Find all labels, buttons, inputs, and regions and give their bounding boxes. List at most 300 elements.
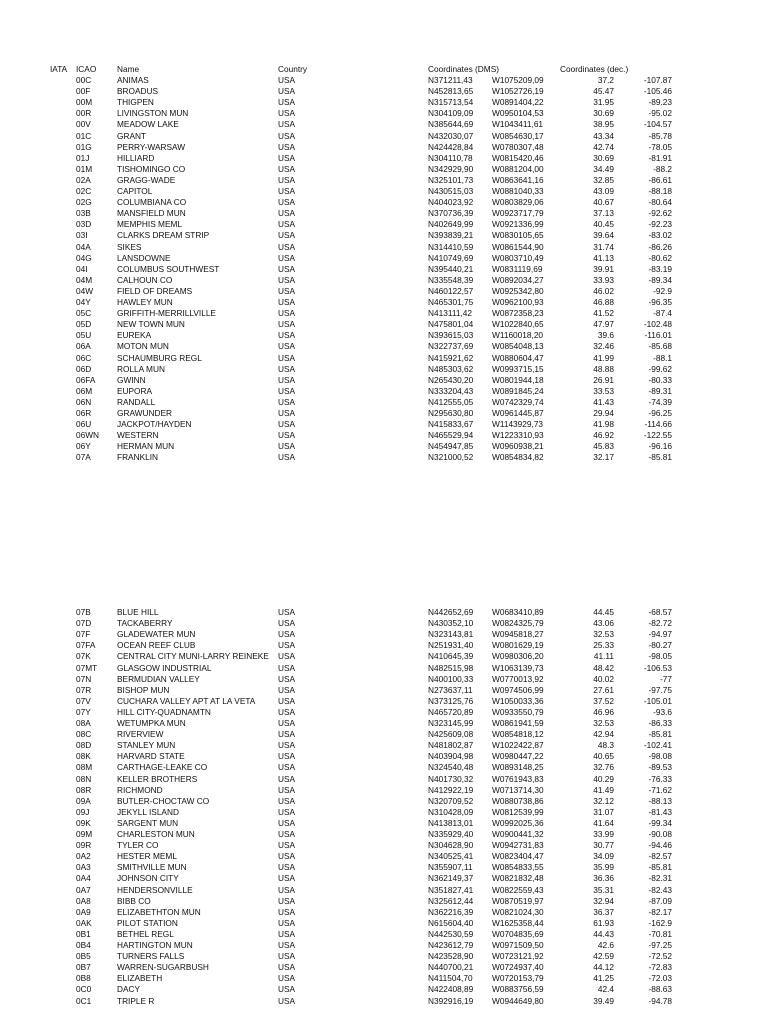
name-cell: CAPITOL: [117, 186, 153, 196]
icao-cell: 07D: [76, 618, 92, 629]
lat-dms-cell: N323143,81: [428, 629, 474, 640]
table-row: [0, 242, 768, 253]
lon-dms-cell: W0801629,19: [492, 640, 544, 651]
lon-dec-cell: -99.62: [648, 363, 672, 374]
lon-dms-cell: W0980447,22: [492, 751, 544, 762]
lon-dec-cell: -96.16: [648, 441, 672, 452]
table-row: [0, 740, 768, 751]
lat-dec-cell: 41.25: [593, 973, 614, 984]
icao-cell: 04I: [76, 263, 88, 274]
lat-dms-cell: N465720,89: [428, 706, 474, 717]
lat-dms-cell: N401730,32: [428, 773, 474, 784]
icao-cell: 03I: [76, 230, 88, 241]
country-cell: USA: [278, 906, 296, 917]
lon-dms-cell: W0854048,13: [492, 341, 544, 352]
table-row: [0, 607, 768, 618]
lon-dec-cell: -81.43: [648, 806, 672, 817]
lat-dms-cell: N465301,75: [428, 297, 474, 307]
country-cell: USA: [278, 740, 296, 751]
lat-dec-cell: 37.52: [593, 695, 614, 706]
icao-cell: 06FA: [76, 374, 96, 385]
lon-dms-cell: W0683410,89: [492, 607, 544, 617]
name-cell: SCHAUMBURG REGL: [117, 352, 202, 363]
country-cell: USA: [278, 695, 296, 706]
name-cell: ANIMAS: [117, 75, 149, 85]
table-row: [0, 962, 768, 973]
name-cell: COLUMBUS SOUTHWEST: [117, 263, 220, 274]
lon-dms-cell: W0801944,18: [492, 374, 544, 385]
country-cell: USA: [278, 784, 296, 795]
lon-dms-cell: W0803829,06: [492, 197, 544, 208]
country-cell: USA: [278, 408, 296, 418]
table-row: [0, 230, 768, 241]
lat-dec-cell: 42.6: [597, 940, 614, 950]
lat-dms-cell: N413813,01: [428, 817, 474, 828]
lat-dec-cell: 42.4: [597, 984, 614, 995]
lat-dec-cell: 32.85: [593, 174, 614, 185]
lat-dms-cell: N410749,69: [428, 252, 474, 263]
country-cell: USA: [278, 186, 296, 196]
name-cell: BIBB CO: [117, 895, 151, 906]
lon-dec-cell: -94.78: [648, 995, 672, 1006]
lat-dms-cell: N400100,33: [428, 673, 474, 684]
lat-dec-cell: 29.94: [593, 408, 614, 418]
lon-dms-cell: W0974506,99: [492, 684, 544, 695]
table-row: [0, 375, 768, 386]
lat-dms-cell: N335929,40: [428, 829, 474, 839]
country-cell: USA: [278, 363, 296, 374]
lat-dec-cell: 37.13: [593, 208, 614, 219]
name-cell: ELIZABETH: [117, 973, 163, 984]
icao-cell: 07FA: [76, 640, 96, 651]
table-row: [0, 663, 768, 674]
lon-dec-cell: -98.08: [648, 751, 672, 762]
name-cell: MOTON MUN: [117, 341, 169, 352]
lat-dms-cell: N304109,09: [428, 108, 474, 119]
table-row: [0, 164, 768, 175]
icao-cell: 0AK: [76, 917, 92, 928]
lon-dms-cell: W0812539,99: [492, 806, 544, 817]
icao-cell: 07K: [76, 651, 91, 662]
lat-dms-cell: N251931,40: [428, 640, 474, 651]
lon-dms-cell: W0822559,43: [492, 884, 544, 895]
icao-cell: 0B8: [76, 973, 91, 984]
lat-dec-cell: 31.07: [593, 806, 614, 817]
icao-cell: 06A: [76, 341, 91, 352]
icao-cell: 07F: [76, 629, 91, 640]
name-cell: GWINN: [117, 374, 146, 385]
table-row: [0, 674, 768, 685]
table-row: [0, 862, 768, 873]
name-cell: BUTLER-CHOCTAW CO: [117, 795, 210, 806]
lon-dec-cell: -85.81: [648, 862, 672, 873]
lon-dec-cell: -97.25: [648, 940, 672, 950]
table-row: [0, 885, 768, 896]
name-cell: CARTHAGE-LEAKE CO: [117, 762, 208, 773]
lat-dms-cell: N295630,80: [428, 408, 474, 418]
lon-dec-cell: -74.39: [648, 396, 672, 407]
lat-dec-cell: 41.11: [593, 651, 614, 662]
lat-dms-cell: N432030,07: [428, 130, 474, 141]
icao-cell: 00R: [76, 108, 92, 119]
lat-dec-cell: 41.52: [593, 308, 614, 319]
icao-cell: 08N: [76, 773, 92, 784]
table-row: [0, 696, 768, 707]
lat-dec-cell: 33.53: [593, 385, 614, 396]
icao-cell: 05D: [76, 319, 92, 330]
lat-dms-cell: N424428,84: [428, 141, 474, 152]
country-cell: USA: [278, 219, 296, 230]
table-row: [0, 430, 768, 441]
name-cell: CALHOUN CO: [117, 274, 173, 285]
lon-dec-cell: -87.09: [648, 895, 672, 906]
lat-dec-cell: 41.13: [593, 252, 614, 263]
name-cell: RANDALL: [117, 396, 156, 407]
table-row: [0, 807, 768, 818]
lon-dms-cell: W0870519,97: [492, 895, 544, 906]
lat-dms-cell: N333204,43: [428, 385, 474, 396]
icao-cell: 02A: [76, 174, 91, 185]
lat-dec-cell: 25.33: [593, 640, 614, 651]
table-row: [0, 951, 768, 962]
lon-dec-cell: -88.2: [653, 163, 672, 174]
name-cell: JOHNSON CITY: [117, 873, 179, 884]
name-cell: ROLLA MUN: [117, 363, 165, 374]
lat-dms-cell: N314410,59: [428, 241, 474, 252]
lat-dec-cell: 34.49: [593, 163, 614, 174]
icao-cell: 06N: [76, 396, 92, 407]
icao-cell: 04Y: [76, 297, 91, 307]
icao-cell: 00C: [76, 75, 92, 85]
country-cell: USA: [278, 330, 296, 341]
lat-dec-cell: 32.53: [593, 629, 614, 640]
lon-dec-cell: -89.23: [648, 97, 672, 108]
lat-dec-cell: 43.06: [593, 618, 614, 629]
lat-dec-cell: 48.88: [593, 363, 614, 374]
lon-dms-cell: W0854818,12: [492, 729, 544, 740]
lat-dec-cell: 46.96: [593, 706, 614, 717]
country-cell: USA: [278, 762, 296, 773]
table-row: [0, 685, 768, 696]
lat-dec-cell: 41.49: [593, 784, 614, 795]
lon-dms-cell: W0780307,48: [492, 141, 544, 152]
table-row: [0, 142, 768, 153]
lon-dec-cell: -86.26: [648, 241, 672, 252]
lat-dec-cell: 48.3: [597, 740, 614, 751]
icao-cell: 06M: [76, 385, 93, 396]
icao-cell: 04W: [76, 285, 94, 296]
lat-dec-cell: 44.12: [593, 962, 614, 973]
lat-dec-cell: 42.59: [593, 951, 614, 962]
name-cell: OCEAN REEF CLUB: [117, 640, 196, 651]
lat-dms-cell: N371211,43: [428, 75, 473, 85]
lat-dms-cell: N615604,40: [428, 917, 474, 928]
country-cell: USA: [278, 851, 296, 862]
lon-dec-cell: -82.43: [648, 884, 672, 895]
icao-cell: 07R: [76, 684, 92, 695]
icao-cell: 00M: [76, 97, 93, 108]
lat-dec-cell: 39.49: [593, 995, 614, 1006]
country-cell: USA: [278, 452, 296, 463]
lon-dms-cell: W0880604,47: [492, 352, 544, 363]
lat-dms-cell: N304110,78: [428, 152, 473, 163]
lat-dec-cell: 32.12: [593, 795, 614, 806]
table-row: [0, 785, 768, 796]
table-row: [0, 253, 768, 264]
lon-dec-cell: -71.62: [648, 784, 672, 795]
table-row: [0, 873, 768, 884]
name-cell: CHARLESTON MUN: [117, 829, 195, 839]
country-cell: USA: [278, 263, 296, 274]
name-cell: WESTERN: [117, 430, 159, 441]
name-cell: HILLIARD: [117, 152, 155, 163]
country-cell: USA: [278, 241, 296, 252]
lat-dec-cell: 38.95: [593, 119, 614, 130]
lat-dec-cell: 42.74: [593, 141, 614, 152]
country-cell: USA: [278, 928, 296, 939]
lat-dms-cell: N460122,57: [428, 285, 474, 296]
lon-dec-cell: -116.01: [644, 330, 672, 341]
name-cell: FIELD OF DREAMS: [117, 285, 193, 296]
lat-dec-cell: 40.02: [593, 673, 614, 684]
lat-dec-cell: 33.99: [593, 829, 614, 839]
icao-cell: 08R: [76, 784, 92, 795]
lat-dec-cell: 41.99: [593, 352, 614, 363]
lon-dec-cell: -104.57: [643, 119, 672, 130]
table-row: [0, 640, 768, 651]
lon-dec-cell: -107.87: [643, 75, 672, 85]
lat-dms-cell: N465529,94: [428, 430, 474, 441]
country-cell: USA: [278, 174, 296, 185]
lon-dms-cell: W0881040,33: [492, 186, 544, 196]
lon-dec-cell: -70.81: [648, 928, 672, 939]
lon-dec-cell: -72.52: [648, 951, 672, 962]
lon-dec-cell: -114.66: [644, 419, 672, 430]
lon-dec-cell: -89.34: [648, 274, 672, 285]
name-cell: TISHOMINGO CO: [117, 163, 186, 174]
lon-dec-cell: -95.02: [648, 108, 672, 119]
country-cell: USA: [278, 208, 296, 219]
lat-dec-cell: 41.64: [593, 817, 614, 828]
lon-dec-cell: -88.18: [648, 186, 672, 196]
lon-dms-cell: W0880738,86: [492, 795, 544, 806]
icao-cell: 0C1: [76, 995, 92, 1006]
lon-dec-cell: -83.19: [648, 263, 672, 274]
lon-dms-cell: W0821832,48: [492, 873, 544, 884]
lat-dms-cell: N422408,89: [428, 984, 474, 995]
name-cell: HERMAN MUN: [117, 441, 175, 452]
lon-dec-cell: -76.33: [648, 773, 672, 784]
country-cell: USA: [278, 773, 296, 784]
lat-dec-cell: 41.43: [593, 396, 614, 407]
name-cell: BLUE HILL: [117, 607, 159, 617]
lat-dec-cell: 34.09: [593, 851, 614, 862]
country-cell: USA: [278, 995, 296, 1006]
lat-dms-cell: N385644,69: [428, 119, 474, 130]
lon-dec-cell: -92.62: [648, 208, 672, 219]
lat-dec-cell: 37.2: [597, 75, 614, 85]
lat-dms-cell: N440700,21: [428, 962, 474, 973]
lon-dms-cell: W0742329,74: [492, 396, 544, 407]
lon-dec-cell: -81.91: [648, 152, 672, 163]
country-cell: USA: [278, 163, 296, 174]
country-cell: USA: [278, 385, 296, 396]
lat-dms-cell: N430352,10: [428, 618, 474, 629]
lon-dec-cell: -72.03: [648, 973, 672, 984]
name-cell: HAWLEY MUN: [117, 297, 173, 307]
lon-dms-cell: W1050033,36: [492, 695, 544, 706]
lon-dec-cell: -80.64: [648, 197, 672, 208]
header-icao: ICAO: [76, 64, 97, 74]
lon-dms-cell: W0881204,00: [492, 163, 544, 174]
country-cell: USA: [278, 352, 296, 363]
country-cell: USA: [278, 751, 296, 762]
lon-dec-cell: -83.02: [648, 230, 672, 241]
name-cell: GRAGG-WADE: [117, 174, 176, 185]
lon-dms-cell: W1022840,65: [492, 319, 544, 330]
name-cell: SMITHVILLE MUN: [117, 862, 187, 873]
lat-dec-cell: 30.69: [593, 108, 614, 119]
country-cell: USA: [278, 607, 296, 617]
icao-cell: 09R: [76, 840, 92, 851]
country-cell: USA: [278, 319, 296, 330]
lon-dms-cell: W0923717,79: [492, 208, 544, 219]
lat-dms-cell: N415921,62: [428, 352, 474, 363]
lat-dec-cell: 43.09: [593, 186, 614, 196]
lat-dec-cell: 36.37: [593, 906, 614, 917]
lat-dec-cell: 31.74: [593, 241, 614, 252]
name-cell: CLARKS DREAM STRIP: [117, 230, 210, 241]
lon-dec-cell: -96.25: [648, 408, 672, 418]
icao-cell: 07Y: [76, 706, 91, 717]
header-iata: IATA: [50, 64, 68, 74]
table-row: [0, 751, 768, 762]
lat-dec-cell: 40.45: [593, 219, 614, 230]
icao-cell: 06Y: [76, 441, 91, 452]
table-row: [0, 408, 768, 419]
lat-dms-cell: N430515,03: [428, 186, 474, 196]
lon-dec-cell: -72.83: [648, 962, 672, 973]
lat-dms-cell: N355907,11: [428, 862, 473, 873]
lon-dec-cell: -89.53: [648, 762, 672, 773]
lon-dms-cell: W0960938,21: [492, 441, 544, 452]
table-row: [0, 940, 768, 951]
lat-dms-cell: N362216,39: [428, 906, 474, 917]
lat-dec-cell: 35.31: [593, 884, 614, 895]
country-cell: USA: [278, 230, 296, 241]
table-row: [0, 353, 768, 364]
name-cell: RIVERVIEW: [117, 729, 164, 740]
name-cell: MEMPHIS MEML: [117, 219, 182, 230]
lon-dms-cell: W0971509,50: [492, 940, 544, 950]
lon-dec-cell: -98.05: [648, 651, 672, 662]
lon-dms-cell: W0861941,59: [492, 718, 544, 728]
country-cell: USA: [278, 706, 296, 717]
lat-dms-cell: N482515,98: [428, 662, 474, 673]
lon-dms-cell: W0961445,87: [492, 408, 544, 418]
lat-dec-cell: 40.29: [593, 773, 614, 784]
country-cell: USA: [278, 274, 296, 285]
icao-cell: 07MT: [76, 662, 98, 673]
lat-dms-cell: N392916,19: [428, 995, 474, 1006]
table-row: [0, 119, 768, 130]
icao-cell: 04A: [76, 241, 91, 252]
table-row: [0, 419, 768, 430]
table-row: [0, 397, 768, 408]
icao-cell: 08C: [76, 729, 92, 740]
lon-dms-cell: W0704835,69: [492, 928, 544, 939]
table-row: [0, 918, 768, 929]
name-cell: GLADEWATER MUN: [117, 629, 196, 640]
name-cell: STANLEY MUN: [117, 740, 176, 751]
lon-dec-cell: -122.55: [643, 430, 672, 441]
icao-cell: 0A4: [76, 873, 91, 884]
country-cell: USA: [278, 441, 296, 452]
country-cell: USA: [278, 108, 296, 119]
name-cell: BROADUS: [117, 86, 159, 97]
lat-dms-cell: N320709,52: [428, 795, 474, 806]
country-cell: USA: [278, 662, 296, 673]
lon-dec-cell: -82.72: [648, 618, 672, 629]
lon-dms-cell: W0823404,47: [492, 851, 544, 862]
lat-dms-cell: N335548,39: [428, 274, 474, 285]
country-cell: USA: [278, 152, 296, 163]
icao-cell: 06C: [76, 352, 92, 363]
table-row: [0, 452, 768, 463]
icao-cell: 0B1: [76, 928, 91, 939]
country-cell: USA: [278, 962, 296, 973]
lat-dms-cell: N395440,21: [428, 263, 474, 274]
name-cell: HILL CITY-QUADNAMTN: [117, 706, 211, 717]
lat-dms-cell: N423612,79: [428, 940, 474, 950]
lon-dec-cell: -85.81: [648, 452, 672, 463]
country-cell: USA: [278, 86, 296, 97]
lon-dms-cell: W0815420,46: [492, 152, 544, 163]
name-cell: TYLER CO: [117, 840, 159, 851]
header-country: Country: [278, 64, 308, 74]
name-cell: ELIZABETHTON MUN: [117, 906, 201, 917]
table-row: [0, 774, 768, 785]
lat-dms-cell: N323145,99: [428, 718, 474, 728]
lon-dms-cell: W0942731,83: [492, 840, 544, 851]
lon-dec-cell: -86.33: [648, 718, 672, 728]
lat-dms-cell: N412555,05: [428, 396, 474, 407]
icao-cell: 0A9: [76, 906, 91, 917]
lat-dms-cell: N342929,90: [428, 163, 474, 174]
name-cell: FRANKLIN: [117, 452, 159, 463]
lat-dms-cell: N442652,69: [428, 607, 474, 617]
icao-cell: 01G: [76, 141, 92, 152]
table-row: [0, 896, 768, 907]
country-cell: USA: [278, 984, 296, 995]
lon-dms-cell: W0831119,69: [492, 263, 543, 274]
icao-cell: 07V: [76, 695, 91, 706]
lat-dms-cell: N402649,99: [428, 219, 474, 230]
lon-dec-cell: -80.27: [648, 640, 672, 651]
name-cell: GRIFFITH-MERRILLVILLE: [117, 308, 216, 319]
country-cell: USA: [278, 840, 296, 851]
name-cell: MEADOW LAKE: [117, 119, 179, 130]
lat-dec-cell: 46.88: [593, 297, 614, 307]
lon-dec-cell: -85.68: [648, 341, 672, 352]
lon-dec-cell: -99.34: [648, 817, 672, 828]
table-header: [0, 64, 768, 75]
country-cell: USA: [278, 729, 296, 740]
icao-cell: 03D: [76, 219, 92, 230]
lon-dms-cell: W0950104,53: [492, 108, 544, 119]
lon-dms-cell: W0872358,23: [492, 308, 544, 319]
lat-dms-cell: N325101,73: [428, 174, 474, 185]
